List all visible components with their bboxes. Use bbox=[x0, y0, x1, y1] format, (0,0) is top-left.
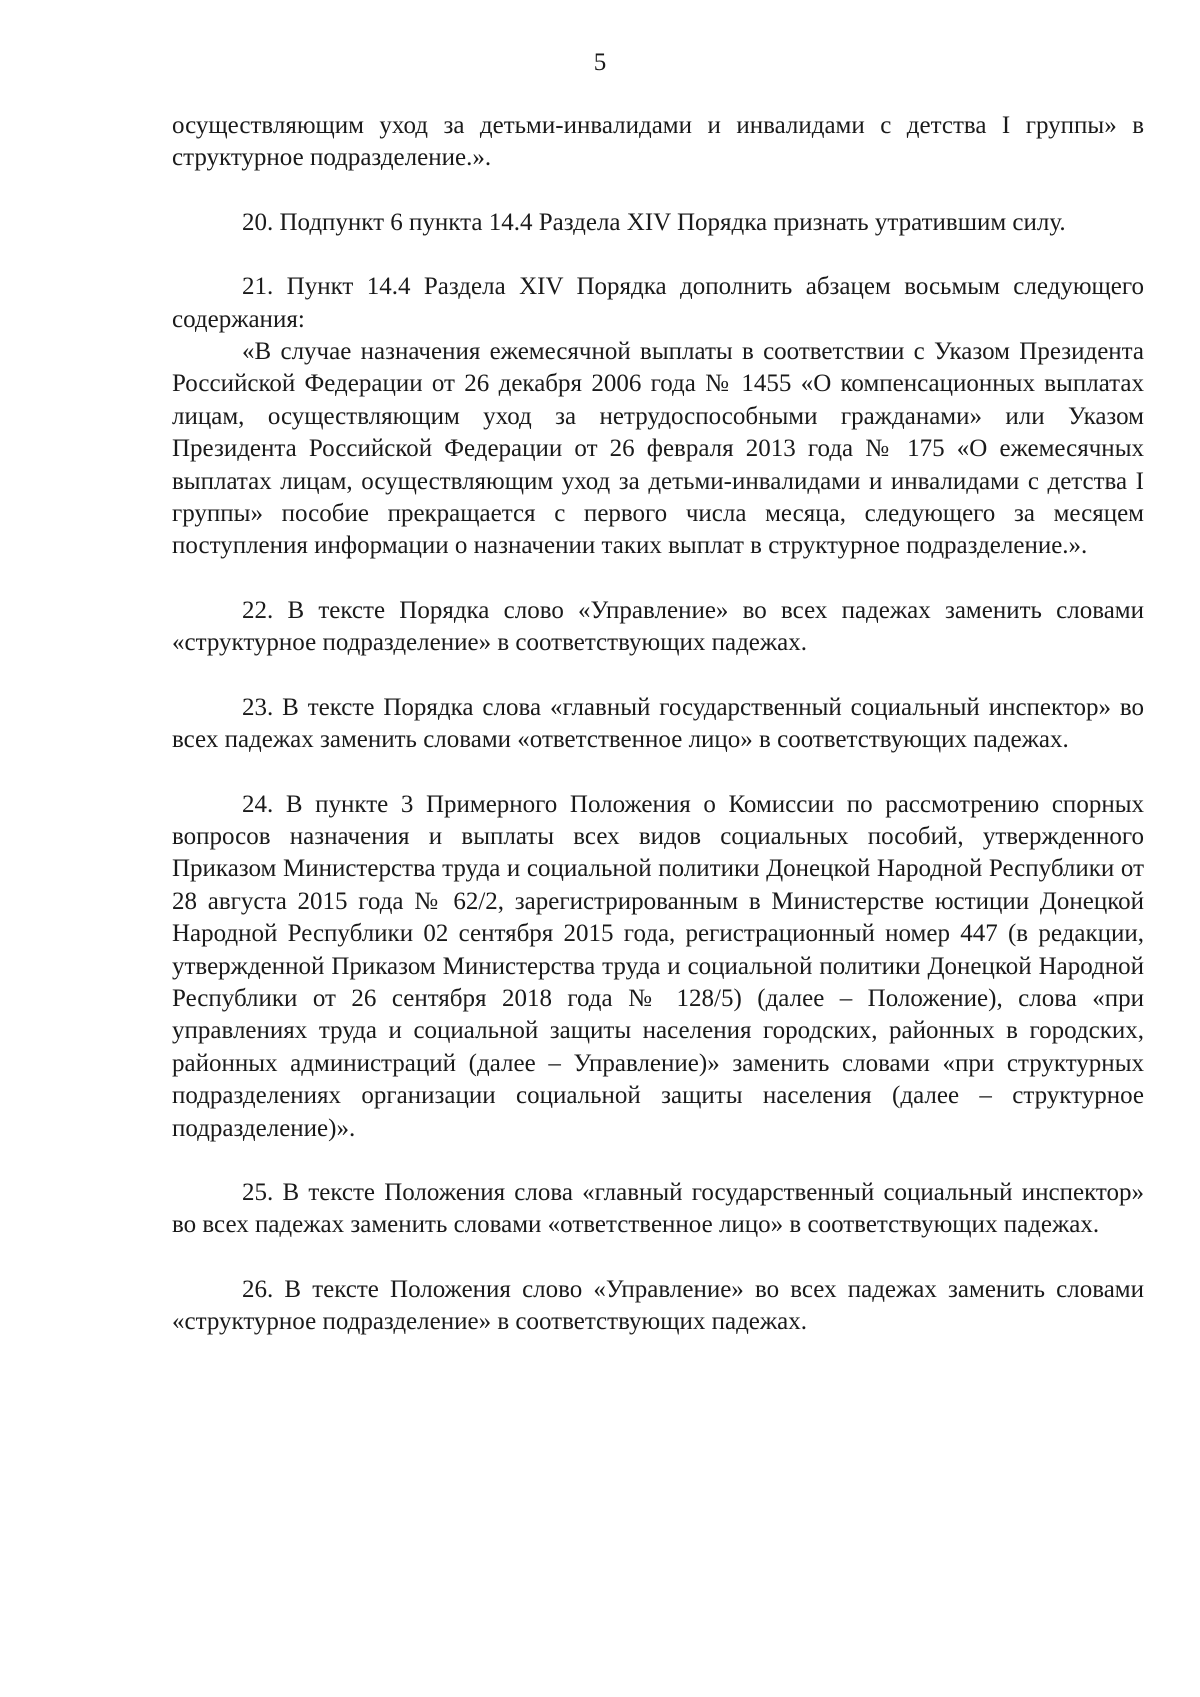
paragraph-item-24: 24. В пункте 3 Примерного Положения о Комиссии по рассмотрению спорных вопросов назначения и выплаты всех видов социальных пособий, утвержденного Приказом Министерства труда и социальной политики Донецкой Народной Республики от 28 августа 2015 года № 62/2, зарегистрированным в Министерстве юстиции Донецкой Народной Республики 02 сентября 2015 года, регистрационный номер 447 (в редакции, утвержденной Приказом Министерства труда и социальной политики Донецкой Народной Республики от 26 сентября 2018 года № 128/5) (далее – Положение), слова «при управлениях труда и социальной защиты населения городских, районных в городских, районных администраций (далее – Управление)» заменить словами «при структурных подразделениях организации социальной защиты населения (далее – структурное подразделение)». bbox=[172, 790, 1144, 1142]
document-body bbox=[172, 110, 1144, 1339]
paragraph-item-22: 22. В тексте Порядка слово «Управление» во всех падежах заменить словами «структурное подразделение» в соответствующих падежах. bbox=[172, 596, 1144, 657]
paragraph-item-21-quote: «В случае назначения ежемесячной выплаты в соответствии с Указом Президента Российской Федерации от 26 декабря 2006 года № 1455 «О компенсационных выплатах лицам, осуществляющим уход за нетрудоспособными гражданами» или Указом Президента Российской Федерации от 26 февраля 2013 года № 175 «О ежемесячных выплатах лицам, осуществляющим уход за детьми-инвалидами и инвалидами с детства I группы» пособие прекращается с первого числа месяца, следующего за месяцем поступления информации о назначении таких выплат в структурное подразделение.». bbox=[172, 338, 1144, 560]
paragraph-continuation: осуществляющим уход за детьми-инвалидами и инвалидами с детства I группы» в структурное подразделение.». bbox=[172, 112, 1144, 172]
page-number: 5 bbox=[593, 49, 607, 76]
paragraph-item-20: 20. Подпункт 6 пункта 14.4 Раздела XIV Порядка признать утратившим силу. bbox=[242, 208, 1066, 236]
paragraph-item-25: 25. В тексте Положения слова «главный государственный социальный инспектор» во всех падежах заменить словами «ответственное лицо» в соответствующих падежах. bbox=[172, 1178, 1144, 1239]
paragraph-item-26: 26. В тексте Положения слово «Управление» во всех падежах заменить словами «структурное подразделение» в соответствующих падежах. bbox=[172, 1275, 1144, 1336]
paragraph-item-23: 23. В тексте Порядка слова «главный государственный социальный инспектор» во всех падежах заменить словами «ответственное лицо» в соответствующих падежах. bbox=[172, 693, 1144, 754]
paragraph-item-21: 21. Пункт 14.4 Раздела XIV Порядка дополнить абзацем восьмым следующего содержания: bbox=[172, 273, 1144, 333]
